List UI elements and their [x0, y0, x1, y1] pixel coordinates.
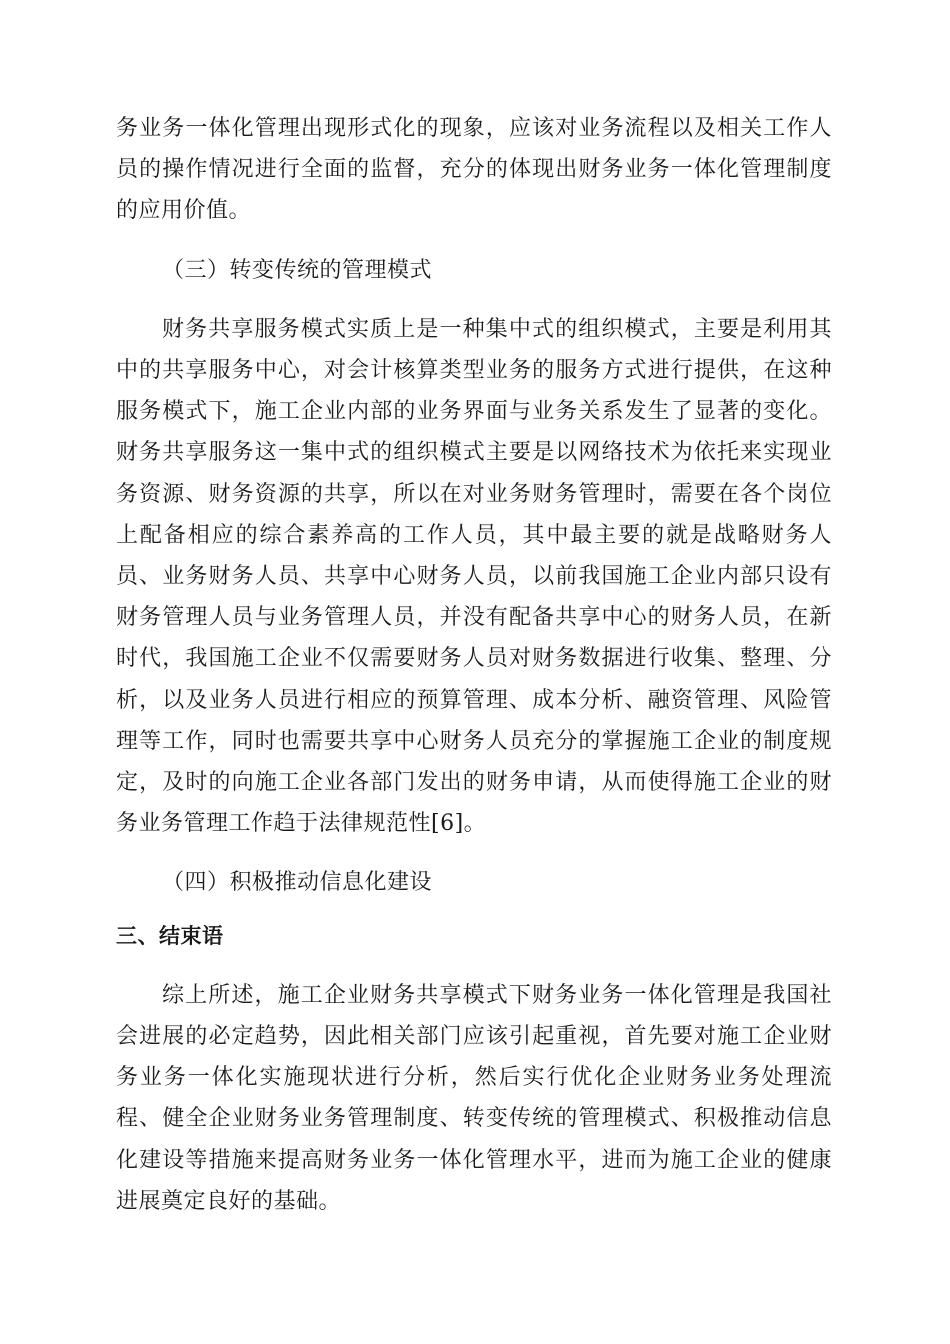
spacer [116, 904, 832, 916]
spacer [116, 232, 832, 250]
spacer [116, 957, 832, 975]
spacer [116, 291, 832, 309]
subheading-three: （三）转变传统的管理模式 [162, 257, 433, 283]
paragraph-shared-service: 财务共享服务模式实质上是一种集中式的组织模式，主要是利用其中的共享服务中心，对会计核算类型业务的服务方式进行提供，在这种服务模式下，施工企业内部的业务界面与业务关系发生了显著的变化。财务共享服务这一集中式的组织模式主要是以网络技术为依托来实现业务资源、财务资源的共享，所以在对业务财务管理时，需要在各个岗位上配备相应的综合素养高的工作人员，其中最主要的就是战略财务人员、业务财务人员、共享中心财务人员，以前我国施工企业内部只设有财务管理人员与业务管理人员，并没有配备共享中心的财务人员，在新时代，我国施工企业不仅需要财务人员对财务数据进行收集、整理、分析，以及业务人员进行相应的预算管理、成本分析、融资管理、风险管理等工作，同时也需要共享中心财务人员充分的掌握施工企业的制度规定，及时的向施工企业各部门发出的财务申请，从而使得施工企业的财务业务管理工作趋于法律规范性[6]。 [116, 316, 832, 837]
subheading-four: （四）积极推动信息化建设 [162, 870, 433, 896]
paragraph-conclusion: 综上所述，施工企业财务共享模式下财务业务一体化管理是我国社会进展的必定趋势，因此相关部门应该引起重视，首先要对施工企业财务业务一体化实施现状进行分析，然后实行优化企业财务业务处理流程、健全企业财务业务管理制度、转变传统的管理模式、积极推动信息化建设等措施来提高财务业务一体化管理水平，进而为施工企业的健康进展奠定良好的基础。 [116, 982, 832, 1214]
document-page [116, 108, 832, 1222]
paragraph-continuation: 务业务一体化管理出现形式化的现象，应该对业务流程以及相关工作人员的操作情况进行全面的监督，充分的体现出财务业务一体化管理制度的应用价值。 [116, 116, 832, 224]
spacer [116, 844, 832, 862]
section-heading-conclusion: 三、结束语 [116, 923, 224, 948]
